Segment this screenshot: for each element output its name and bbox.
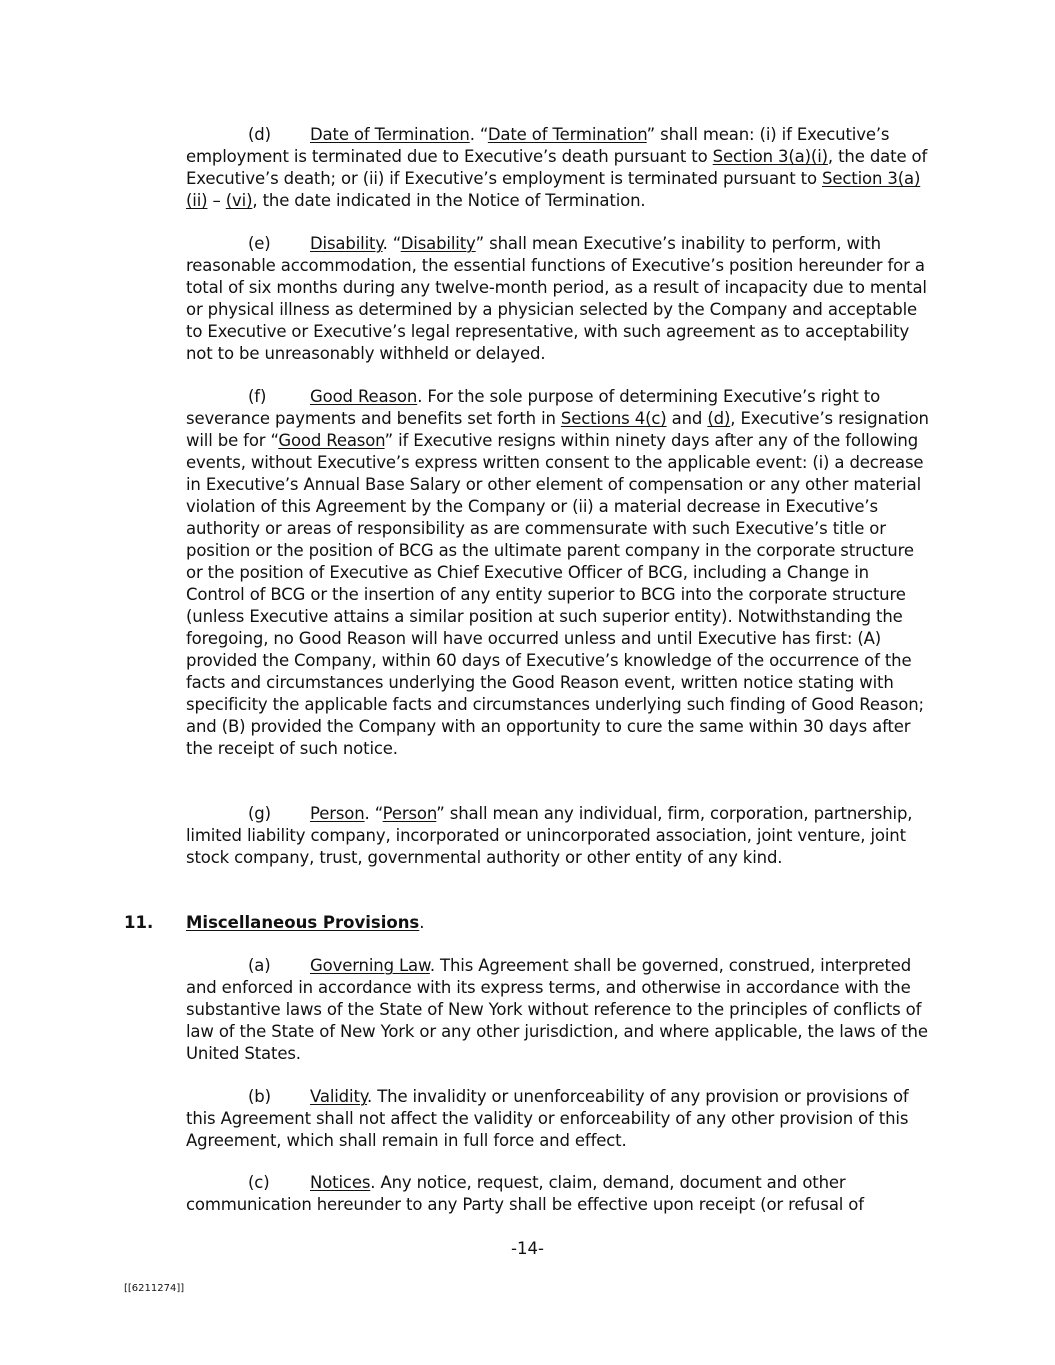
document-id: [[6211274]] (124, 1283, 185, 1294)
page-number: -14- (511, 1239, 544, 1258)
text-run: ” shall mean: (i) if Executive’s employment is terminated due to Executive’s death pursuant to (186, 125, 890, 166)
paragraph-heading: Date of Termination (310, 125, 470, 144)
text-run: ” shall mean any individual, firm, corporation, partnership, limited liability company, incorporated or unincorporated association, joint venture, joint stock company, trust, governmental authority or other entity of any kind. (186, 804, 913, 867)
subsection-a-governing-law (186, 955, 930, 1065)
section-reference: (vi) (225, 191, 253, 210)
text-run: , Executive’s resignation will be for “ (186, 409, 929, 450)
paragraph-heading: Validity (310, 1087, 368, 1106)
section-title-period: . (419, 913, 425, 932)
paragraph-label: (b) (248, 1087, 271, 1106)
paragraph-label: (g) (248, 804, 271, 823)
section-reference: Sections 4(c) (560, 409, 667, 428)
paragraph-heading: Disability (310, 234, 383, 253)
text-run: . This Agreement shall be governed, construed, interpreted and enforced in accordance with its express terms, and otherwise in accordance with the substantive laws of the State of New York without reference to the principles of conflicts of law of the State of New York or any other jurisdiction, and where applicable, the laws of the United States. (186, 956, 928, 1063)
paragraph-label: (d) (248, 125, 271, 144)
section-11-heading (124, 912, 824, 934)
text-run: , the date indicated in the Notice of Termination. (252, 191, 646, 210)
section-reference: Section 3(a)(i) (712, 147, 828, 166)
subsection-b-validity (186, 1086, 930, 1152)
text-run: – (207, 191, 226, 210)
section-title: Miscellaneous Provisions (186, 913, 420, 932)
text-run: and (666, 409, 708, 428)
paragraph-f-good-reason (186, 386, 930, 760)
section-number: 11. (124, 913, 154, 932)
paragraph-e-disability (186, 233, 930, 365)
paragraph-d-date-of-termination (186, 124, 930, 212)
text-run: . For the sole purpose of determining Executive’s right to severance payments and benefits set forth in (186, 387, 881, 428)
paragraph-label: (c) (248, 1173, 270, 1192)
text-run: . The invalidity or unenforceability of any provision or provisions of this Agreement shall not affect the validity or enforceability of any other provision of this Agreement, which shall remain in full force and effect. (186, 1087, 909, 1150)
section-reference: (d) (707, 409, 731, 428)
defined-term: Good Reason (278, 431, 385, 450)
paragraph-label: (f) (248, 387, 267, 406)
paragraph-label: (e) (248, 234, 271, 253)
text-run: . “ (382, 234, 401, 253)
paragraph-heading: Notices (310, 1173, 371, 1192)
defined-term: Date of Termination (487, 125, 647, 144)
defined-term: Person (382, 804, 437, 823)
section-reference: Section 3(a)(ii) (186, 169, 921, 210)
subsection-c-notices (186, 1172, 930, 1216)
text-run: , the date of Executive’s death; or (ii) if Executive’s employment is terminated pursuant to (186, 147, 928, 188)
text-run: . “ (364, 804, 383, 823)
paragraph-heading: Person (310, 804, 365, 823)
text-run: ” if Executive resigns within ninety days after any of the following events, without Executive’s express written consent to the applicable event: (i) a decrease in Executive’s Annual Base Salary or other element of compensation or any other material violation of this Agreement by the Company or (ii) a material decrease in Executive’s authority or areas of responsibility as are commensurate with such Executive’s title or position or the position of BCG as the ultimate parent company in the corporate structure or the position of Executive as Chief Executive Officer of BCG, including a Change in Control of BCG or the insertion of any entity superior to BCG into the corporate structure (unless Executive attains a similar position at such superior entity). Notwithstanding the foregoing, no Good Reason will have occurred unless and until Executive has first: (A) provided the Company, within 60 days of Executive’s knowledge of the occurrence of the facts and circumstances underlying the Good Reason event, written notice stating with specificity the applicable facts and circumstances underlying such finding of Good Reason; and (B) provided the Company with an opportunity to cure the same within 30 days after the receipt of such notice. (186, 431, 924, 758)
text-run: ” shall mean Executive’s inability to perform, with reasonable accommodation, the essential functions of Executive’s position hereunder for a total of six months during any twelve-month period, as a result of incapacity due to mental or physical illness as determined by a physician selected by the Company and acceptable to Executive or Executive’s legal representative, with such agreement as to acceptability not to be unreasonably withheld or delayed. (186, 234, 927, 363)
paragraph-g-person (186, 803, 930, 869)
text-run: . Any notice, request, claim, demand, document and other communication hereunder to any Party shall be effective upon receipt (or refusal of (186, 1173, 864, 1214)
defined-term: Disability (400, 234, 476, 253)
paragraph-heading: Good Reason (310, 387, 418, 406)
paragraph-label: (a) (248, 956, 271, 975)
paragraph-heading: Governing Law (310, 956, 430, 975)
text-run: . “ (469, 125, 488, 144)
